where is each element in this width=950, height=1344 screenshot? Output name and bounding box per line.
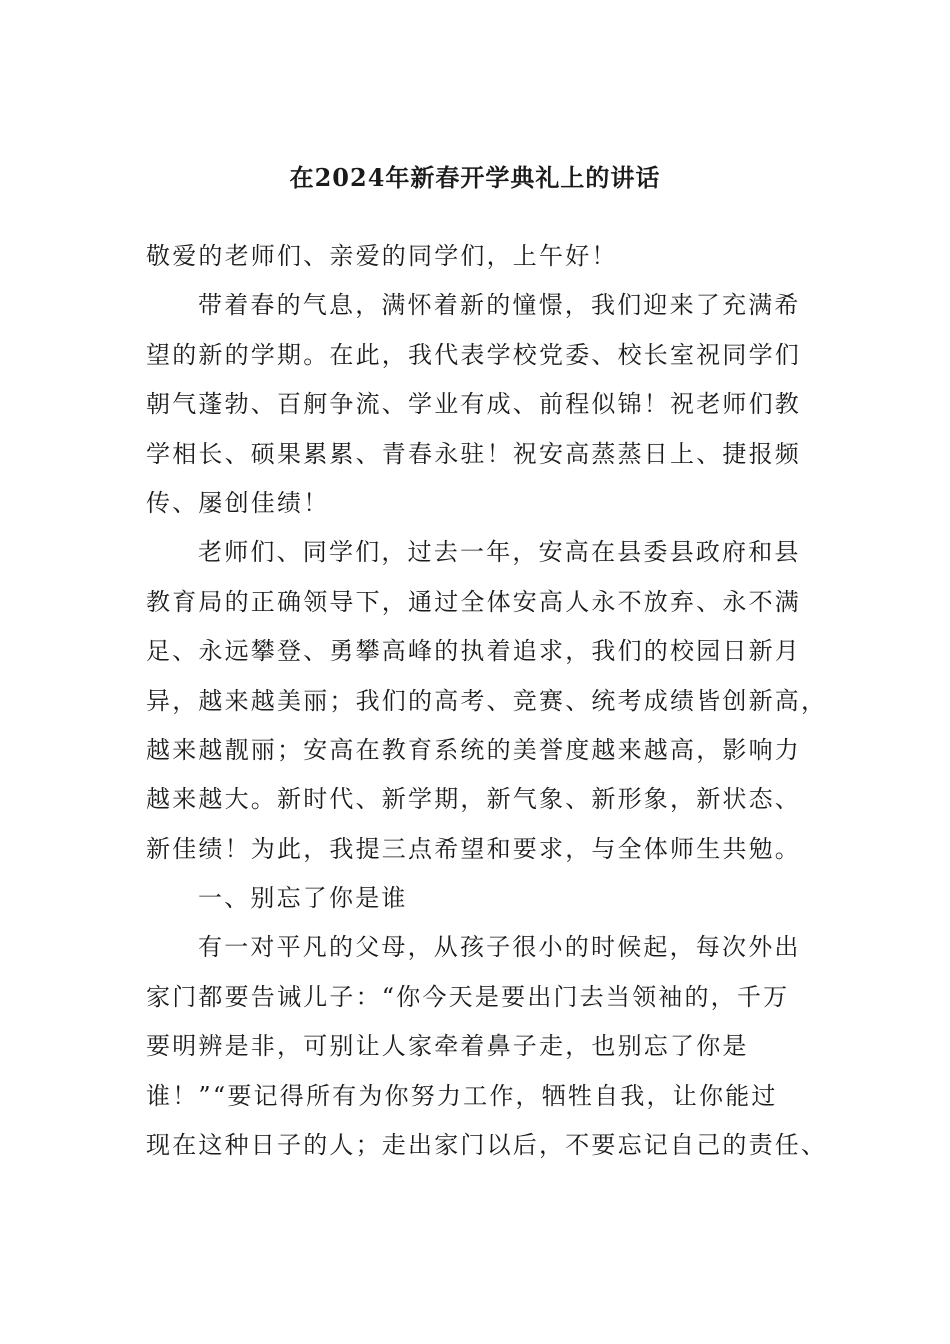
document-title: 在2024年新春开学典礼上的讲话 (289, 163, 661, 192)
text-line: 谁！”“要记得所有为你努力工作，牺牲自我，让你能过 (146, 1081, 778, 1110)
text-line: 学相长、硕果累累、青春永驻！祝安高蒸蒸日上、捷报频 (146, 439, 801, 468)
text-line: 朝气蓬勃、百舸争流、学业有成、前程似锦！祝老师们教 (146, 390, 801, 419)
text-line: 传、屡创佳绩！ (146, 488, 330, 517)
text-line: 要明辨是非，可别让人家牵着鼻子走，也别忘了你是 (146, 1032, 749, 1061)
text-line: 敬爱的老师们、亲爱的同学们，上午好！ (146, 242, 618, 270)
text-line: 越来越靓丽；安高在教育系统的美誉度越来越高，影响力 (146, 735, 801, 764)
text-line: 足、永远攀登、勇攀高峰的执着追求，我们的校园日新月 (146, 637, 801, 666)
text-line: 有一对平凡的父母，从孩子很小的时候起，每次外出 (198, 933, 801, 962)
document-body (146, 232, 828, 1170)
text-line: 教育局的正确领导下，通过全体安高人永不放弃、永不满 (146, 587, 801, 616)
text-line: 新佳绩！为此，我提三点希望和要求，与全体师生共勉。 (146, 834, 801, 863)
text-line: 老师们、同学们，过去一年，安高在县委县政府和县 (198, 538, 801, 567)
text-line: 现在这种日子的人；走出家门以后，不要忘记自己的责任、 (146, 1131, 828, 1160)
text-line: 望的新的学期。在此，我代表学校党委、校长室祝同学们 (146, 340, 801, 369)
text-line: 异，越来越美丽；我们的高考、竞赛、统考成绩皆创新高， (146, 686, 828, 715)
text-line: 越来越大。新时代、新学期，新气象、新形象，新状态、 (146, 785, 801, 814)
text-line: 一、别忘了你是谁 (198, 884, 408, 913)
text-line: 家门都要告诫儿子：“你今天是要出门去当领袖的，千万 (146, 982, 790, 1011)
text-line: 带着春的气息，满怀着新的憧憬，我们迎来了充满希 (198, 291, 801, 320)
